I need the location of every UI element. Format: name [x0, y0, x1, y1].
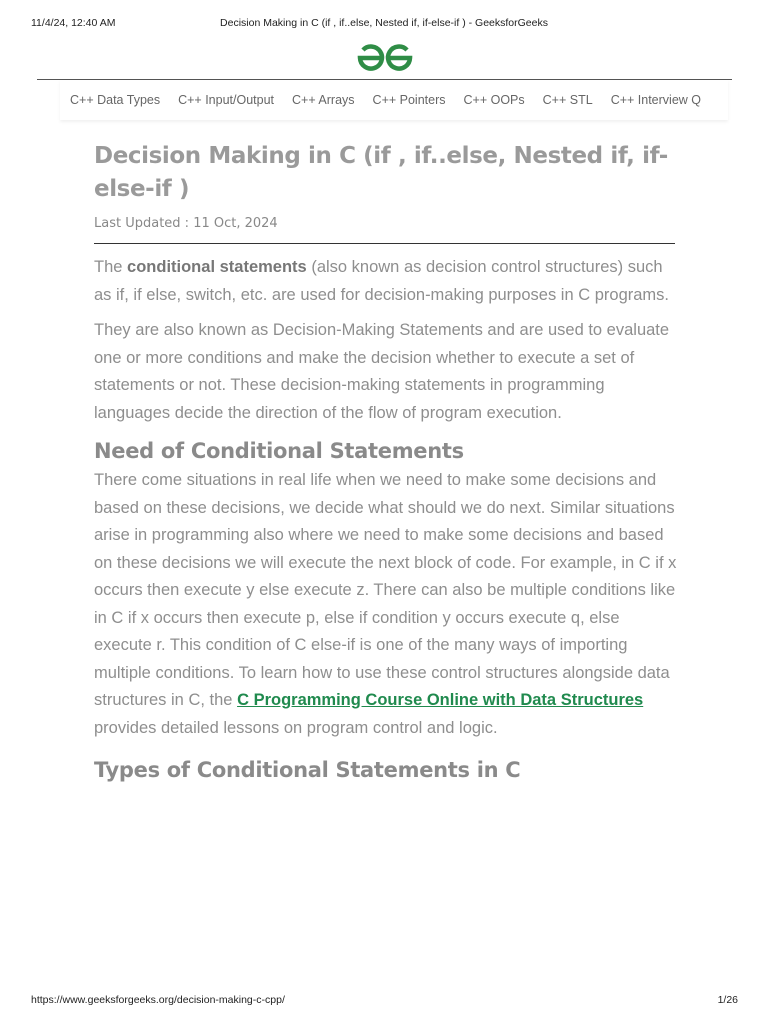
- title-divider: [94, 243, 675, 244]
- print-title: Decision Making in C (if , if..else, Nested if, if-else-if ) - GeeksforGeeks: [220, 17, 548, 29]
- last-updated: Last Updated : 11 Oct, 2024: [94, 216, 278, 231]
- print-page-number: 1/26: [717, 994, 738, 1006]
- nav-item-interview-q[interactable]: C++ Interview Q: [610, 93, 702, 107]
- section-heading-need: Need of Conditional Statements: [94, 439, 464, 463]
- nav-item-oops[interactable]: C++ OOPs: [463, 93, 525, 107]
- print-url: https://www.geeksforgeeks.org/decision-making-c-cpp/: [31, 994, 285, 1006]
- nav-item-pointers[interactable]: C++ Pointers: [372, 93, 446, 107]
- section-heading-types: Types of Conditional Statements in C: [94, 758, 521, 782]
- course-link[interactable]: C Programming Course Online with Data Structures: [237, 691, 644, 709]
- print-header: [0, 17, 768, 31]
- nav-item-data-types[interactable]: C++ Data Types: [70, 93, 161, 107]
- intro-text-end: (also known as decision control structures) such as if, if else, switch, etc. are used for decision-making purposes in C programs.: [94, 258, 669, 304]
- print-datetime: 11/4/24, 12:40 AM: [31, 17, 116, 29]
- intro-bold-term: conditional statements: [127, 258, 307, 276]
- gfg-logo-icon[interactable]: [355, 43, 415, 73]
- need-paragraph: [94, 467, 679, 742]
- paragraph-two: They are also known as Decision-Making Statements and are used to evaluate one or more conditions and make the decision whether to execute a set of statements or not. These decision-making statements in programming languages decide the direction of the flow of program execution.: [94, 321, 670, 422]
- nav-item-stl[interactable]: C++ STL: [542, 93, 593, 107]
- topic-nav: [60, 80, 728, 120]
- article-title: Decision Making in C (if , if..else, Nested if, if-else-if ): [94, 143, 668, 202]
- intro-text-start: The: [94, 258, 128, 276]
- nav-item-input-output[interactable]: C++ Input/Output: [178, 93, 275, 107]
- intro-paragraph: [94, 254, 679, 309]
- nav-item-arrays[interactable]: C++ Arrays: [292, 93, 355, 107]
- need-text-end: provides detailed lessons on program control and logic.: [94, 718, 498, 737]
- article: [94, 140, 679, 786]
- need-text-start: There come situations in real life when we need to make some decisions and based on these decisions, we decide what should we do next. Similar situations arise in programming also where we need to make some decisions and based on these decisions we will execute the next block of code. For example, in C if x occurs then execute y else execute z. There can also be multiple conditions like in C if x occurs then execute p, else if condition y occurs execute q, else execute r. This condition of C else-if is one of the many ways of importing multiple conditions. To learn how to use these control structures alongside data structures in C, the: [94, 471, 677, 709]
